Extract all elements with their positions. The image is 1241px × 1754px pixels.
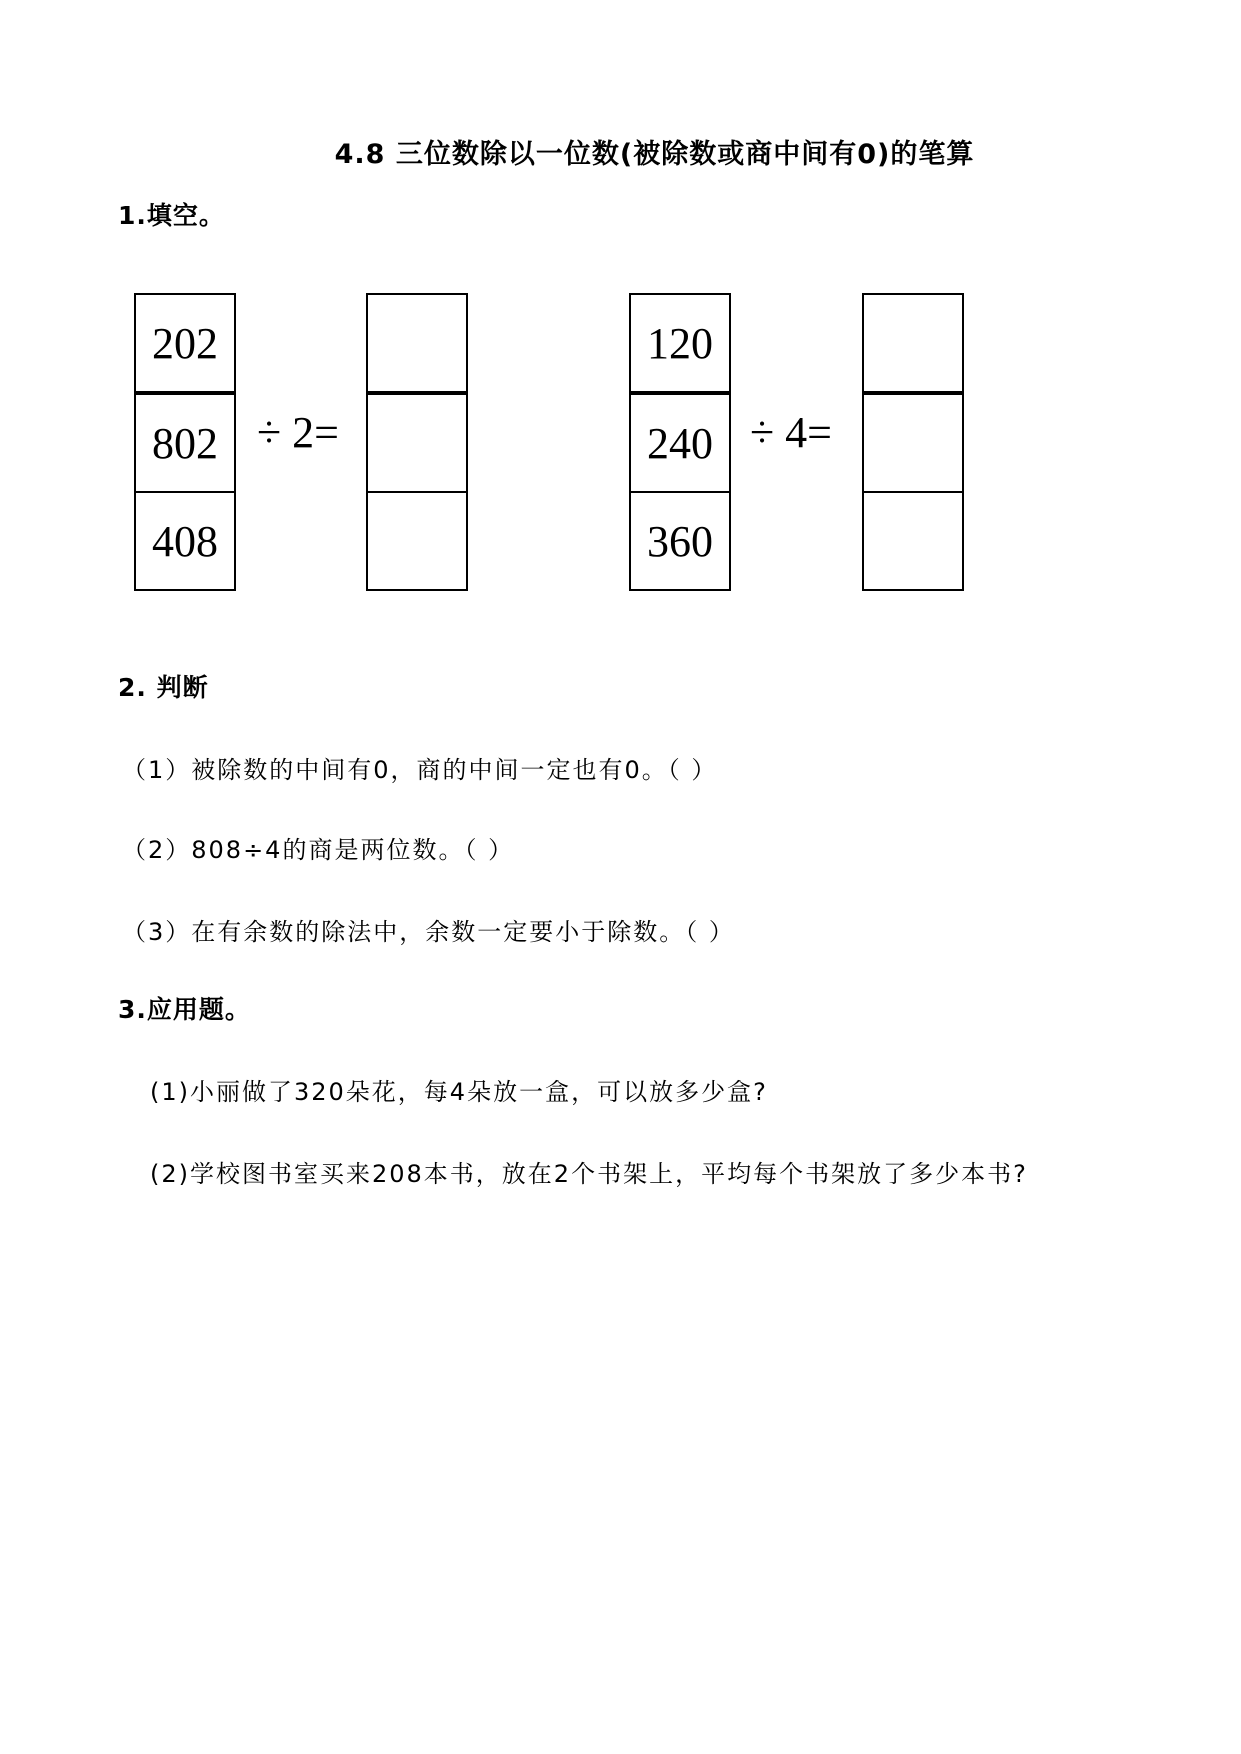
word-problem-2: (2)学校图书室买来208本书，放在2个书架上，平均每个书架放了多少本书? [150,1160,1028,1188]
section-2-heading: 2. 判断 [118,673,209,702]
division-operator: ÷ 2= [257,408,339,457]
answer-box-2[interactable] [366,393,468,493]
division-operator: ÷ 4= [750,408,832,457]
word-problem-1: (1)小丽做了320朵花，每4朵放一盒，可以放多少盒? [150,1078,768,1106]
answer-box-3[interactable] [366,491,468,591]
answer-box-1[interactable] [366,293,468,393]
answer-box-3[interactable] [862,491,964,591]
page-title-text: 4.8 三位数除以一位数(被除数或商中间有0)的笔算 [334,139,975,170]
judge-item-1: （1）被除数的中间有0，商的中间一定也有0。（ ） [122,756,718,784]
judge-item-3: （3）在有余数的除法中，余数一定要小于除数。（ ） [122,918,735,946]
dividend-box-1: 120 [629,293,731,393]
section-3-heading: 3.应用题。 [118,995,251,1024]
judge-item-2: （2）808÷4的商是两位数。（ ） [122,836,515,864]
page-title [0,132,1241,171]
dividend-box-3: 360 [629,491,731,591]
dividend-box-1: 202 [134,293,236,393]
section-1-heading: 1.填空。 [118,201,225,230]
dividend-box-3: 408 [134,491,236,591]
answer-box-2[interactable] [862,393,964,493]
answer-box-1[interactable] [862,293,964,393]
dividend-box-2: 240 [629,393,731,493]
dividend-box-2: 802 [134,393,236,493]
